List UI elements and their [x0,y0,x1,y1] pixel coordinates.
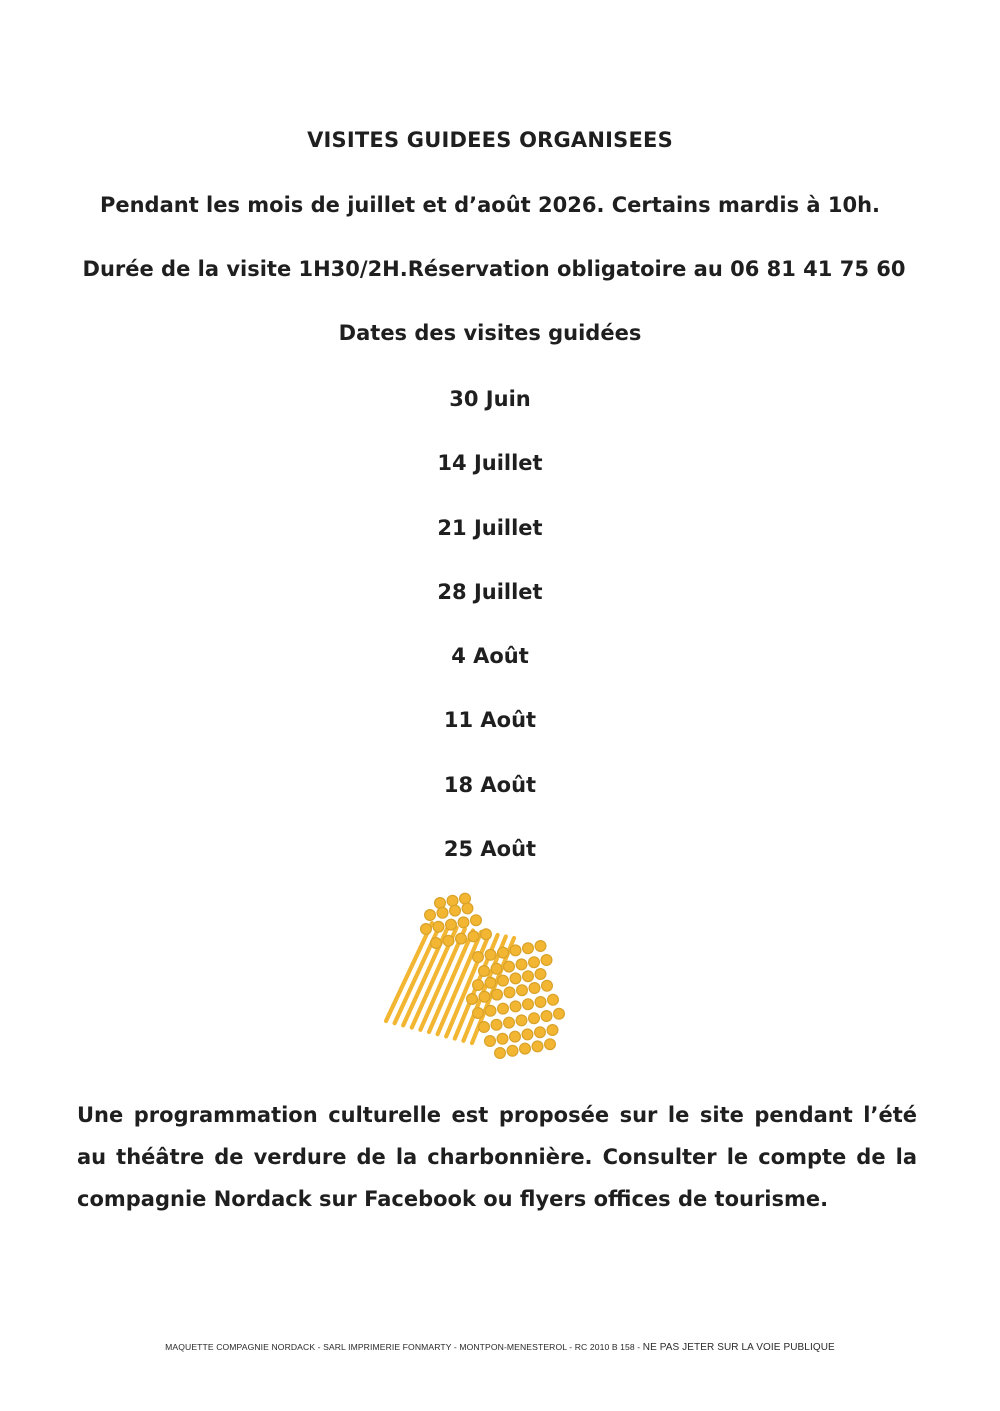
printer-credits: MAQUETTE COMPAGNIE NORDACK - SARL IMPRIMERIE FONMARTY - MONTPON-MENESTEROL - RC 2010 B 158 - [165,1342,643,1352]
log-end [535,941,546,952]
log-end [535,997,546,1008]
log-end [447,895,458,906]
date-item: 11 Août [443,708,537,733]
log-end [523,943,534,954]
log-end [450,905,461,916]
log-end [510,945,521,956]
log-end [456,933,467,944]
log-end [516,1015,527,1026]
log-end [485,977,496,988]
date-item: 30 Juin [449,387,531,411]
page-title: VISITES GUIDEES ORGANISEES [307,128,673,152]
log-end [491,1019,502,1030]
log-end [547,1025,558,1036]
log-end [468,931,479,942]
log-end [532,1041,543,1052]
log-end [516,959,527,970]
log-end [473,952,484,963]
log-end [485,1036,496,1047]
log-end [467,994,478,1005]
log-end [435,898,446,909]
log-end [479,991,490,1002]
duration-reservation-info: Durée de la visite 1H30/2H.Réservation obligatoire au 06 81 41 75 60 [82,257,906,281]
cultural-programme-text: Une programmation culturelle est proposée sur le site pendant l’été au théâtre de verdure de la charbonnière. Consulter le compte de la compagnie Nordack sur Facebook ou flyers offices de tourisme. [77,1103,917,1211]
date-item: 25 Août [443,837,537,862]
log-end [510,1001,521,1012]
date-item: 4 Août [451,644,529,669]
log-end [548,994,559,1005]
log-end [491,963,502,974]
log-stick [420,929,464,1030]
log-end [421,924,432,935]
log-end [437,907,448,918]
log-end [541,955,552,966]
log-end [498,975,509,986]
log-end [495,1048,506,1059]
log-end [529,1013,540,1024]
date-item: 28 Juillet [437,579,543,604]
log-end [425,910,436,921]
log-end [473,1008,484,1019]
log-end [510,1031,521,1042]
log-end [471,915,482,926]
log-end [523,971,534,982]
log-end [431,938,442,949]
log-end [535,969,546,980]
log-stick [386,923,432,1021]
dates-list [0,385,980,899]
log-end [446,919,457,930]
log-end [492,989,503,1000]
log-end [507,1045,518,1056]
date-item: 14 Juillet [437,451,543,476]
log-end [479,966,490,977]
log-end [458,917,469,928]
log-end [443,935,454,946]
log-end [473,980,484,991]
log-end [520,1043,531,1054]
log-end [522,1029,533,1040]
log-end [529,983,540,994]
log-end [504,987,515,998]
date-item: 18 Août [443,772,537,797]
log-end [485,949,496,960]
litter-notice: NE PAS JETER SUR LA VOIE PUBLIQUE [642,1342,835,1353]
schedule-info: Pendant les mois de juillet et d’août 2026. Certains mardis à 10h. [99,193,881,217]
log-end [485,1005,496,1016]
log-end [460,893,471,904]
date-item: 21 Juillet [437,515,543,540]
bundle-of-logs-icon [380,885,610,1070]
log-end [498,1003,509,1014]
log-end [541,1011,552,1022]
log-end [479,1022,490,1033]
log-end [504,1017,515,1028]
footer-credits [0,1342,1000,1353]
log-end [462,903,473,914]
dates-heading: Dates des visites guidées [338,321,642,345]
log-end [517,985,528,996]
log-end [545,1039,556,1050]
log-end [433,921,444,932]
log-end [498,947,509,958]
log-end [523,999,534,1010]
log-end [504,961,515,972]
log-end [542,980,553,991]
log-end [481,929,492,940]
log-end [554,1008,565,1019]
log-end [510,973,521,984]
log-end [497,1033,508,1044]
log-end [529,957,540,968]
log-end [535,1027,546,1038]
